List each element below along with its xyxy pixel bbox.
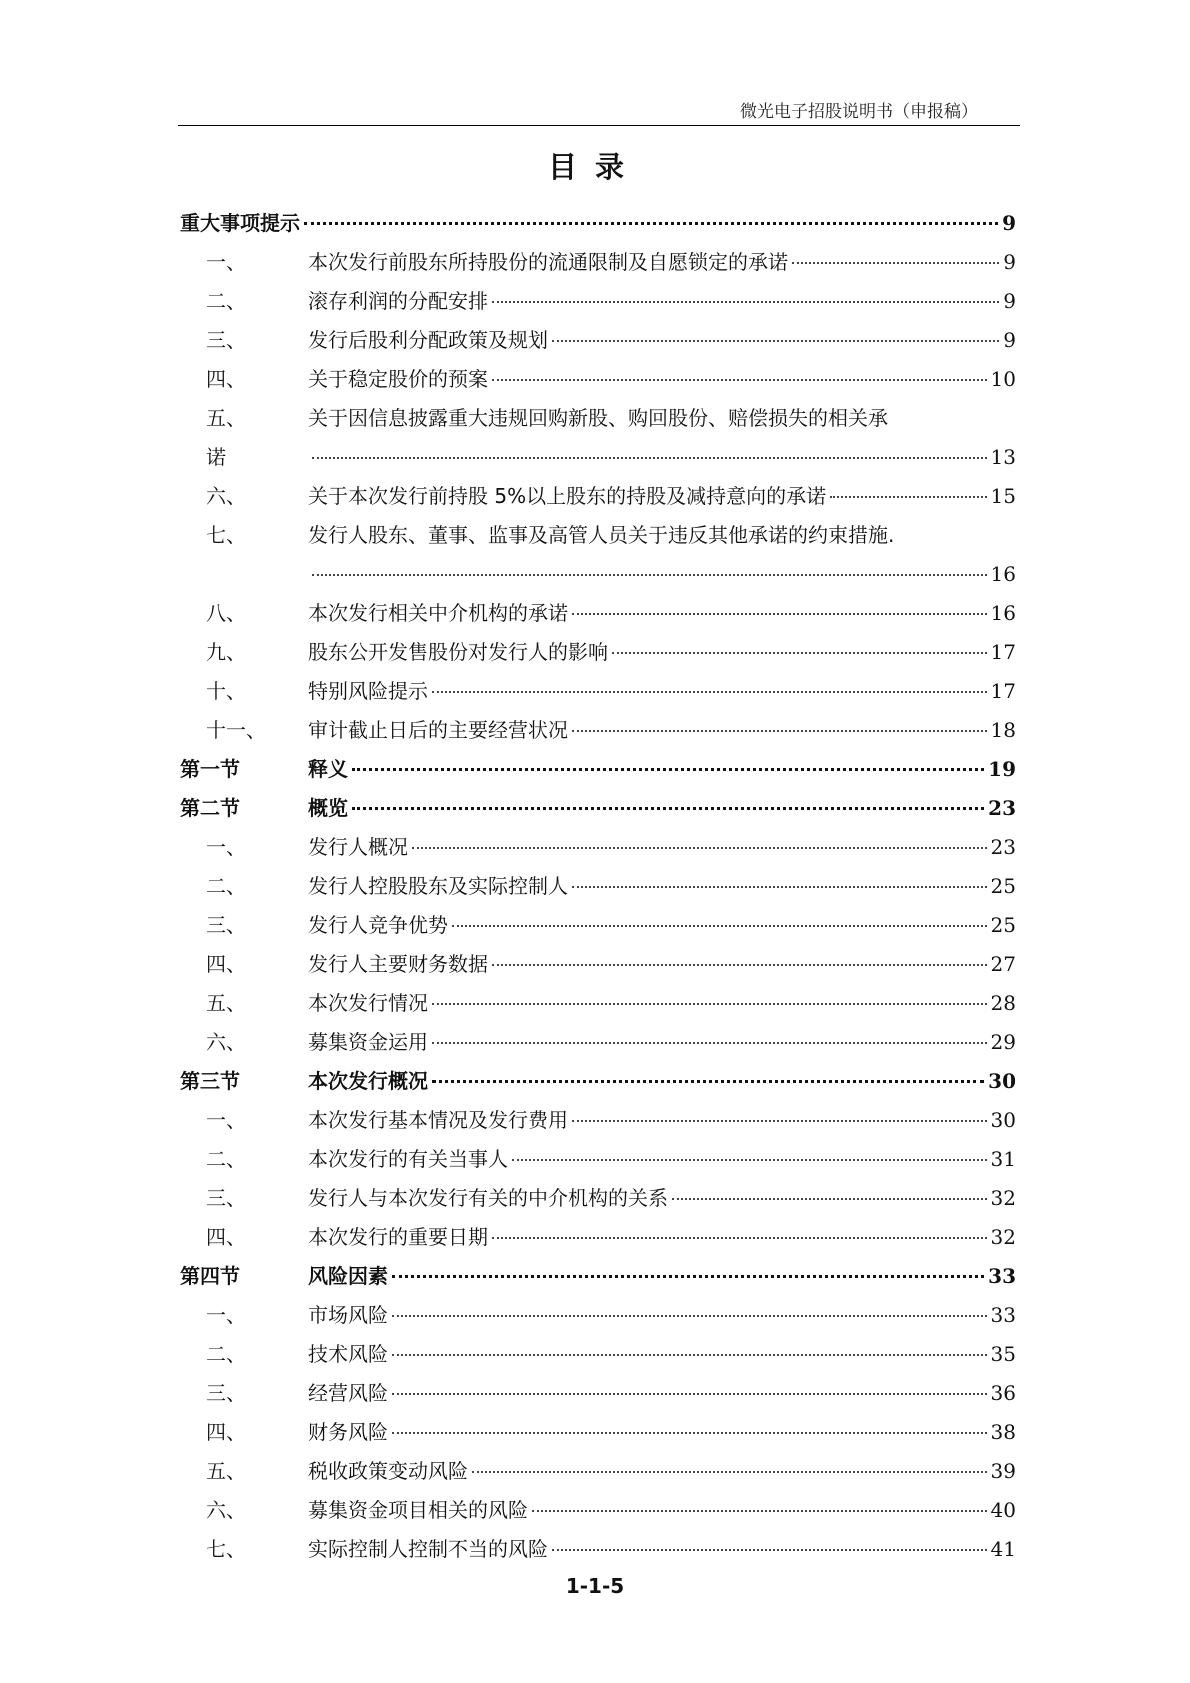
toc-leader-dots — [392, 1315, 987, 1317]
page-title: 目录 — [547, 150, 642, 184]
toc-entry-page: 9 — [1003, 289, 1016, 313]
toc-entry-number: 诺 — [206, 445, 226, 469]
toc-entry-number: 第四节 — [180, 1264, 240, 1288]
toc-entry-number: 十一、 — [206, 718, 266, 742]
toc-leader-dots — [392, 1432, 987, 1434]
toc-entry[interactable] — [180, 321, 1016, 360]
toc-leader-dots — [572, 1120, 987, 1122]
toc-leader-dots — [432, 1080, 984, 1083]
toc-entry-page: 35 — [990, 1342, 1016, 1366]
toc-leader-dots — [552, 340, 999, 342]
toc-entry-number: 五、 — [206, 406, 246, 430]
toc-entry-number: 重大事项提示 — [180, 211, 300, 235]
toc-entry-label: 募集资金项目相关的风险 — [308, 1498, 528, 1522]
toc-entry[interactable] — [180, 1335, 1016, 1374]
toc-leader-dots — [432, 1003, 987, 1005]
toc-entry-label: 实际控制人控制不当的风险 — [308, 1537, 548, 1561]
toc-entry[interactable] — [180, 1257, 1016, 1296]
toc-entry-page: 41 — [990, 1537, 1016, 1561]
toc-entry-label: 关于因信息披露重大违规回购新股、购回股份、赔偿损失的相关承 — [308, 406, 888, 430]
toc-entry-label: 发行人概况 — [308, 835, 408, 859]
toc-entry-page: 9 — [1002, 211, 1016, 235]
toc-leader-dots — [830, 496, 986, 498]
toc-entry-page: 9 — [1003, 250, 1016, 274]
toc-entry-page: 28 — [990, 991, 1016, 1015]
toc-entry[interactable] — [180, 516, 1016, 555]
toc-entry-number: 三、 — [206, 328, 246, 352]
toc-entry-number: 二、 — [206, 874, 246, 898]
toc-entry[interactable] — [180, 828, 1016, 867]
toc-entry-page: 32 — [990, 1186, 1016, 1210]
toc-entry-page: 15 — [990, 484, 1016, 508]
toc-leader-dots — [492, 964, 987, 966]
toc-entry-page: 9 — [1003, 328, 1016, 352]
toc-entry[interactable] — [180, 594, 1016, 633]
toc-leader-dots — [452, 925, 987, 927]
toc-leader-dots — [304, 222, 998, 225]
toc-entry-label: 发行后股利分配政策及规划 — [308, 328, 548, 352]
toc-leader-dots — [352, 807, 984, 810]
toc-entry-number: 十、 — [206, 679, 246, 703]
toc-entry-page: 25 — [990, 874, 1016, 898]
toc-entry-number: 三、 — [206, 913, 246, 937]
toc-entry-page: 40 — [990, 1498, 1016, 1522]
toc-entry-label: 本次发行基本情况及发行费用 — [308, 1108, 568, 1132]
toc-entry-number: 六、 — [206, 1498, 246, 1522]
toc-entry-number: 二、 — [206, 1342, 246, 1366]
toc-entry-label: 关于稳定股价的预案 — [308, 367, 488, 391]
toc-entry-number: 一、 — [206, 250, 246, 274]
table-of-contents — [180, 204, 1016, 1569]
toc-entry-page: 39 — [990, 1459, 1016, 1483]
toc-entry-number: 一、 — [206, 1108, 246, 1132]
toc-leader-dots — [492, 1237, 987, 1239]
toc-leader-dots — [312, 574, 987, 576]
toc-entry[interactable] — [180, 555, 1016, 594]
toc-entry-label: 技术风险 — [308, 1342, 388, 1366]
toc-entry[interactable] — [180, 984, 1016, 1023]
toc-entry-number: 六、 — [206, 484, 246, 508]
toc-entry-number: 八、 — [206, 601, 246, 625]
header-divider — [178, 125, 1020, 126]
toc-entry-number: 第一节 — [180, 757, 240, 781]
toc-leader-dots — [552, 1549, 987, 1551]
toc-entry[interactable] — [180, 438, 1016, 477]
toc-entry[interactable] — [180, 633, 1016, 672]
toc-leader-dots — [472, 1471, 987, 1473]
toc-entry-number: 三、 — [206, 1186, 246, 1210]
toc-entry[interactable] — [180, 399, 1016, 438]
toc-entry-label: 市场风险 — [308, 1303, 388, 1327]
toc-entry-label: 税收政策变动风险 — [308, 1459, 468, 1483]
toc-entry-label: 审计截止日后的主要经营状况 — [308, 718, 568, 742]
toc-entry-page: 23 — [990, 835, 1016, 859]
toc-entry-page: 17 — [990, 640, 1016, 664]
toc-leader-dots — [392, 1275, 984, 1278]
toc-entry[interactable] — [180, 867, 1016, 906]
toc-entry[interactable] — [180, 750, 1016, 789]
toc-entry[interactable] — [180, 1452, 1016, 1491]
toc-entry-page: 33 — [990, 1303, 1016, 1327]
toc-leader-dots — [672, 1198, 987, 1200]
page-number: 1-1-5 — [565, 1574, 625, 1598]
toc-leader-dots — [432, 691, 987, 693]
toc-leader-dots — [612, 652, 987, 654]
toc-entry-number: 五、 — [206, 991, 246, 1015]
toc-entry-number: 第三节 — [180, 1069, 240, 1093]
toc-entry-label: 发行人股东、董事、监事及高管人员关于违反其他承诺的约束措施. — [308, 523, 895, 547]
toc-entry[interactable] — [180, 1218, 1016, 1257]
toc-entry-label: 概览 — [308, 796, 348, 820]
toc-entry-label: 财务风险 — [308, 1420, 388, 1444]
toc-entry[interactable] — [180, 243, 1016, 282]
toc-entry-number: 四、 — [206, 1420, 246, 1444]
toc-entry-label: 本次发行的有关当事人 — [308, 1147, 508, 1171]
toc-entry-number: 第二节 — [180, 796, 240, 820]
toc-entry[interactable] — [180, 906, 1016, 945]
toc-entry-page: 31 — [990, 1147, 1016, 1171]
toc-entry-label: 本次发行概况 — [308, 1069, 428, 1093]
toc-entry-label: 发行人与本次发行有关的中介机构的关系 — [308, 1186, 668, 1210]
toc-entry-page: 17 — [990, 679, 1016, 703]
toc-entry-label: 关于本次发行前持股 5%以上股东的持股及减持意向的承诺 — [308, 484, 827, 508]
toc-entry-label: 募集资金运用 — [308, 1030, 428, 1054]
toc-entry-number: 四、 — [206, 1225, 246, 1249]
toc-entry[interactable] — [180, 360, 1016, 399]
toc-entry-label: 发行人竞争优势 — [308, 913, 448, 937]
toc-entry-number: 三、 — [206, 1381, 246, 1405]
toc-entry-page: 29 — [990, 1030, 1016, 1054]
toc-entry-label: 本次发行情况 — [308, 991, 428, 1015]
toc-entry-label: 本次发行相关中介机构的承诺 — [308, 601, 568, 625]
toc-entry[interactable] — [180, 477, 1016, 516]
toc-leader-dots — [312, 457, 987, 459]
toc-entry-page: 25 — [990, 913, 1016, 937]
toc-entry-number: 九、 — [206, 640, 246, 664]
toc-entry-number: 六、 — [206, 1030, 246, 1054]
toc-entry[interactable] — [180, 1296, 1016, 1335]
toc-entry-page: 30 — [988, 1069, 1016, 1093]
toc-entry-page: 16 — [990, 562, 1016, 586]
toc-entry-page: 18 — [990, 718, 1016, 742]
toc-leader-dots — [532, 1510, 987, 1512]
toc-entry-number: 二、 — [206, 289, 246, 313]
toc-entry[interactable] — [180, 1530, 1016, 1569]
toc-leader-dots — [512, 1159, 987, 1161]
toc-leader-dots — [492, 301, 999, 303]
toc-entry-number: 四、 — [206, 367, 246, 391]
toc-entry[interactable] — [180, 711, 1016, 750]
toc-leader-dots — [792, 262, 999, 264]
toc-entry-page: 32 — [990, 1225, 1016, 1249]
toc-entry[interactable] — [180, 1179, 1016, 1218]
toc-entry[interactable] — [180, 204, 1016, 243]
toc-entry[interactable] — [180, 789, 1016, 828]
toc-entry[interactable] — [180, 1062, 1016, 1101]
toc-entry-page: 27 — [990, 952, 1016, 976]
toc-entry-number: 七、 — [206, 523, 246, 547]
toc-entry-label: 发行人控股股东及实际控制人 — [308, 874, 568, 898]
toc-leader-dots — [572, 730, 987, 732]
toc-entry-label: 本次发行的重要日期 — [308, 1225, 488, 1249]
toc-entry[interactable] — [180, 1023, 1016, 1062]
toc-entry-page: 13 — [990, 445, 1016, 469]
toc-entry[interactable] — [180, 1101, 1016, 1140]
toc-entry-page: 33 — [988, 1264, 1016, 1288]
toc-entry-page: 23 — [988, 796, 1016, 820]
toc-entry-label: 本次发行前股东所持股份的流通限制及自愿锁定的承诺 — [308, 250, 788, 274]
toc-leader-dots — [572, 886, 987, 888]
toc-leader-dots — [492, 379, 987, 381]
toc-leader-dots — [572, 613, 987, 615]
toc-entry-page: 16 — [990, 601, 1016, 625]
toc-leader-dots — [392, 1354, 987, 1356]
toc-entry[interactable] — [180, 282, 1016, 321]
toc-entry-label: 滚存利润的分配安排 — [308, 289, 488, 313]
toc-entry[interactable] — [180, 1491, 1016, 1530]
toc-entry-page: 38 — [990, 1420, 1016, 1444]
toc-leader-dots — [352, 768, 984, 771]
toc-entry-label: 发行人主要财务数据 — [308, 952, 488, 976]
toc-entry-page: 19 — [988, 757, 1016, 781]
toc-entry-label: 股东公开发售股份对发行人的影响 — [308, 640, 608, 664]
toc-entry-page: 30 — [990, 1108, 1016, 1132]
toc-leader-dots — [412, 847, 987, 849]
toc-entry[interactable] — [180, 1413, 1016, 1452]
toc-entry-number: 一、 — [206, 1303, 246, 1327]
toc-entry-number: 七、 — [206, 1537, 246, 1561]
toc-entry-label: 风险因素 — [308, 1264, 388, 1288]
toc-entry[interactable] — [180, 1140, 1016, 1179]
toc-entry[interactable] — [180, 672, 1016, 711]
toc-leader-dots — [392, 1393, 987, 1395]
toc-entry-label: 特别风险提示 — [308, 679, 428, 703]
toc-entry-page: 10 — [990, 367, 1016, 391]
toc-entry-number: 一、 — [206, 835, 246, 859]
document-header-title: 微光电子招股说明书（申报稿） — [740, 102, 978, 122]
toc-entry-page: 36 — [990, 1381, 1016, 1405]
toc-entry[interactable] — [180, 945, 1016, 984]
toc-entry-number: 五、 — [206, 1459, 246, 1483]
toc-entry-label: 经营风险 — [308, 1381, 388, 1405]
toc-entry[interactable] — [180, 1374, 1016, 1413]
toc-entry-number: 二、 — [206, 1147, 246, 1171]
toc-leader-dots — [432, 1042, 987, 1044]
toc-entry-number: 四、 — [206, 952, 246, 976]
toc-entry-label: 释义 — [308, 757, 348, 781]
